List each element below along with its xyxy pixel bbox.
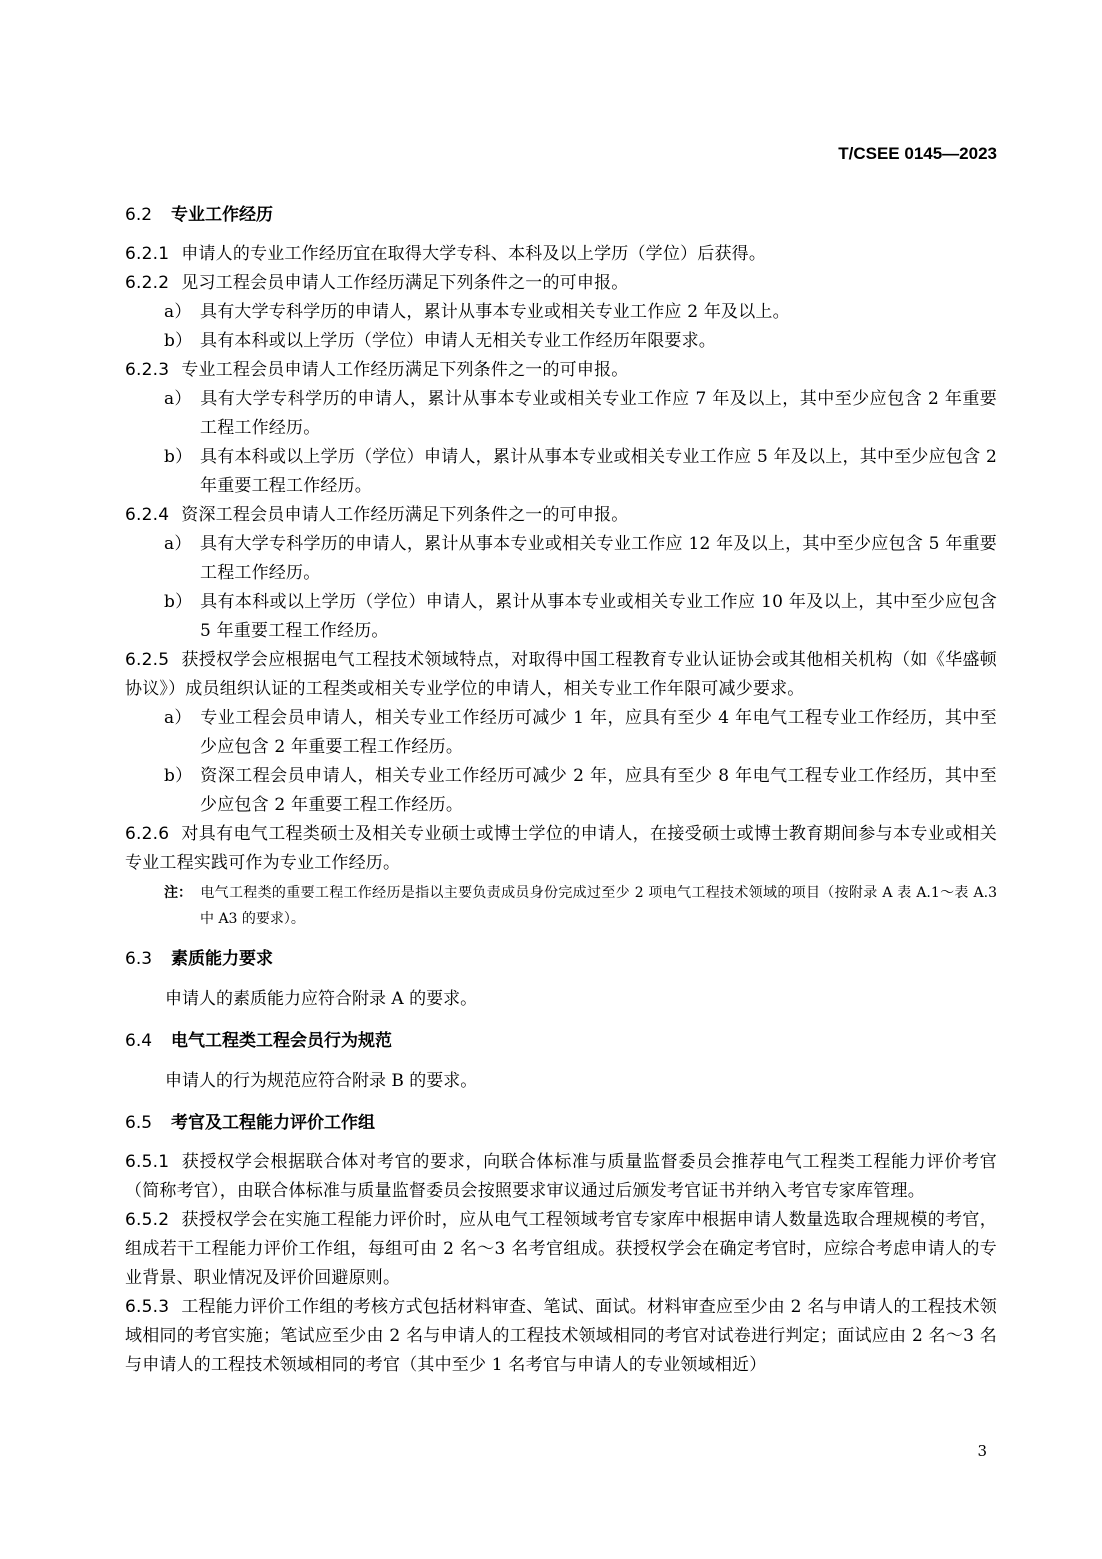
clause-number: 6.2.1 bbox=[125, 244, 170, 264]
clause-number: 6.5.1 bbox=[125, 1152, 170, 1172]
item-label: b） bbox=[164, 592, 193, 612]
clause-6-2-6 bbox=[125, 820, 997, 878]
item-text: 专业工程会员申请人，相关专业工作经历可减少 1 年，应具有至少 4 年电气工程专业工作经历，其中至少应包含 2 年重要工程工作经历。 bbox=[200, 708, 997, 757]
clause-number: 6.5.2 bbox=[125, 1210, 170, 1230]
clause-number: 6.5.3 bbox=[125, 1297, 170, 1317]
clause-text: 对具有电气工程类硕士及相关专业硕士或博士学位的申请人，在接受硕士或博士教育期间参与本专业或相关专业工程实践可作为专业工作经历。 bbox=[125, 824, 997, 873]
note-text: 电气工程类的重要工程工作经历是指以主要负责成员身份完成过至少 2 项电气工程技术领域的项目（按附录 A 表 A.1～表 A.3 中 A3 的要求）。 bbox=[200, 885, 997, 927]
section-text: 申请人的素质能力应符合附录 A 的要求。 bbox=[165, 989, 478, 1009]
list-item bbox=[125, 385, 997, 443]
section-number: 6.4 bbox=[125, 1031, 153, 1051]
item-label: a） bbox=[164, 708, 192, 728]
clause-6-2-5 bbox=[125, 646, 997, 704]
list-item bbox=[125, 443, 997, 501]
clause-text: 获授权学会在实施工程能力评价时，应从电气工程领域考官专家库中根据申请人数量选取合理规模的考官，组成若干工程能力评价工作组，每组可由 2 名～3 名考官组成。获授权学会在确定考官时，应综合考虑申请人的专业背景、职业情况及评价回避原则。 bbox=[125, 1210, 997, 1288]
clause-number: 6.2.4 bbox=[125, 505, 170, 525]
item-label: a） bbox=[164, 534, 192, 554]
page-content bbox=[125, 200, 997, 1380]
clause-6-5-3 bbox=[125, 1293, 997, 1380]
item-text: 资深工程会员申请人，相关专业工作经历可减少 2 年，应具有至少 8 年电气工程专业工作经历，其中至少应包含 2 年重要工程工作经历。 bbox=[200, 766, 997, 815]
clause-text: 专业工程会员申请人工作经历满足下列条件之一的可申报。 bbox=[181, 360, 629, 380]
clause-6-2-2 bbox=[125, 269, 997, 298]
clause-6-2-4 bbox=[125, 501, 997, 530]
page-number: 3 bbox=[977, 1442, 987, 1460]
item-label: b） bbox=[164, 447, 193, 467]
clause-6-2-3 bbox=[125, 356, 997, 385]
list-item bbox=[125, 298, 997, 327]
clause-number: 6.2.5 bbox=[125, 650, 170, 670]
section-heading-6-3 bbox=[125, 944, 997, 974]
section-title: 电气工程类工程会员行为规范 bbox=[171, 1031, 392, 1051]
section-number: 6.3 bbox=[125, 949, 153, 969]
note bbox=[125, 880, 997, 932]
item-text: 具有本科或以上学历（学位）申请人无相关专业工作经历年限要求。 bbox=[200, 331, 716, 351]
section-number: 6.5 bbox=[125, 1113, 153, 1133]
clause-text: 获授权学会应根据电气工程技术领域特点，对取得中国工程教育专业认证协会或其他相关机构（如《华盛顿协议》）成员组织认证的工程类或相关专业学位的申请人，相关专业工作年限可减少要求。 bbox=[125, 650, 997, 699]
clause-text: 见习工程会员申请人工作经历满足下列条件之一的可申报。 bbox=[181, 273, 629, 293]
item-text: 具有本科或以上学历（学位）申请人，累计从事本专业或相关专业工作应 5 年及以上，其中至少应包含 2 年重要工程工作经历。 bbox=[200, 447, 997, 496]
section-heading-6-2 bbox=[125, 200, 997, 230]
list-item bbox=[125, 704, 997, 762]
item-label: b） bbox=[164, 766, 193, 786]
item-label: b） bbox=[164, 331, 193, 351]
item-label: a） bbox=[164, 389, 192, 409]
clause-text: 申请人的专业工作经历宜在取得大学专科、本科及以上学历（学位）后获得。 bbox=[181, 244, 767, 264]
clause-6-5-1 bbox=[125, 1148, 997, 1206]
section-title: 素质能力要求 bbox=[171, 949, 273, 969]
list-item bbox=[125, 327, 997, 356]
section-heading-6-5 bbox=[125, 1108, 997, 1138]
item-text: 具有本科或以上学历（学位）申请人，累计从事本专业或相关专业工作应 10 年及以上，其中至少应包含 5 年重要工程工作经历。 bbox=[200, 592, 997, 641]
section-title: 专业工作经历 bbox=[171, 205, 273, 225]
clause-6-5-2 bbox=[125, 1206, 997, 1293]
clause-6-2-1 bbox=[125, 240, 997, 269]
list-item bbox=[125, 588, 997, 646]
section-number: 6.2 bbox=[125, 205, 153, 225]
item-text: 具有大学专科学历的申请人，累计从事本专业或相关专业工作应 12 年及以上，其中至少应包含 5 年重要工程工作经历。 bbox=[200, 534, 997, 583]
item-label: a） bbox=[164, 302, 192, 322]
list-item bbox=[125, 762, 997, 820]
list-item bbox=[125, 530, 997, 588]
clause-text: 资深工程会员申请人工作经历满足下列条件之一的可申报。 bbox=[181, 505, 629, 525]
clause-number: 6.2.3 bbox=[125, 360, 170, 380]
section-title: 考官及工程能力评价工作组 bbox=[171, 1113, 375, 1133]
section-text: 申请人的行为规范应符合附录 B 的要求。 bbox=[165, 1071, 478, 1091]
item-text: 具有大学专科学历的申请人，累计从事本专业或相关专业工作应 2 年及以上。 bbox=[200, 302, 790, 322]
section-heading-6-4 bbox=[125, 1026, 997, 1056]
clause-text: 工程能力评价工作组的考核方式包括材料审查、笔试、面试。材料审查应至少由 2 名与申请人的工程技术领域相同的考官实施；笔试应至少由 2 名与申请人的工程技术领域相同的考官对试卷进行判定；面试应由 2 名～3 名与申请人的工程技术领域相同的考官（其中至少 1 名考官与申请人的专业领域相近） bbox=[125, 1297, 997, 1375]
clause-number: 6.2.6 bbox=[125, 824, 170, 844]
note-label: 注： bbox=[164, 885, 192, 901]
clause-number: 6.2.2 bbox=[125, 273, 170, 293]
item-text: 具有大学专科学历的申请人，累计从事本专业或相关专业工作应 7 年及以上，其中至少应包含 2 年重要工程工作经历。 bbox=[200, 389, 997, 438]
clause-text: 获授权学会根据联合体对考官的要求，向联合体标准与质量监督委员会推荐电气工程类工程能力评价考官（简称考官），由联合体标准与质量监督委员会按照要求审议通过后颁发考官证书并纳入考官专家库管理。 bbox=[125, 1152, 997, 1201]
document-id-header: T/CSEE 0145—2023 bbox=[838, 144, 997, 163]
